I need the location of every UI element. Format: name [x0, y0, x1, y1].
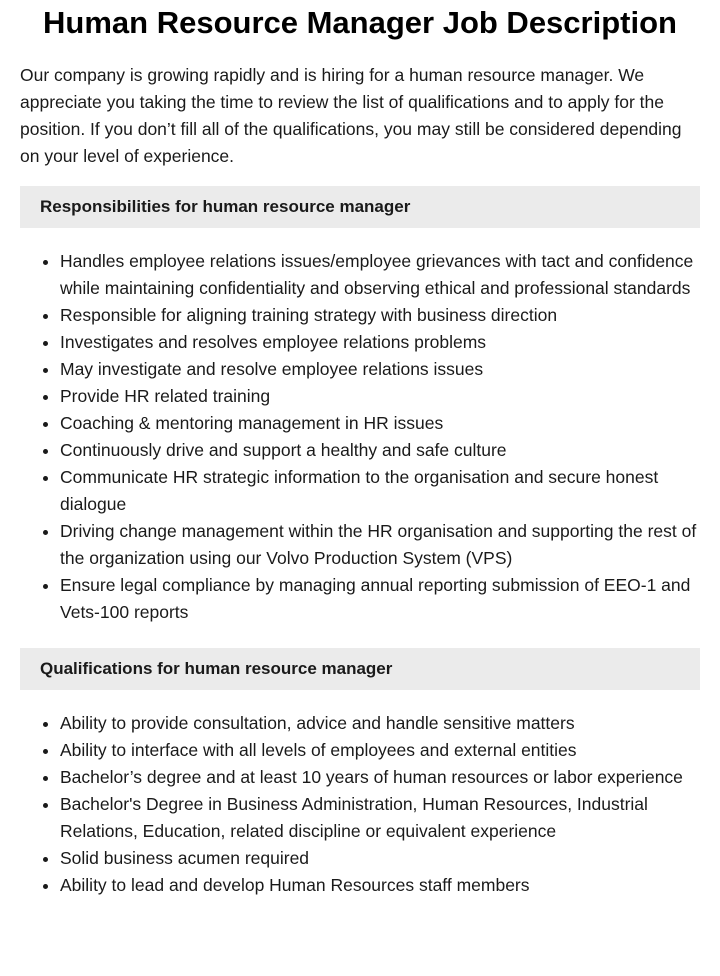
list-item: • May investigate and resolve employee relations issues	[60, 356, 700, 383]
qualifications-list	[20, 710, 700, 899]
list-item: • Ensure legal compliance by managing annual reporting submission of EEO-1 and Vets-100 reports	[60, 572, 700, 626]
list-item: • Driving change management within the HR organisation and supporting the rest of the organization using our Volvo Production System (VPS)	[60, 518, 700, 572]
list-item: • Coaching & mentoring management in HR issues	[60, 410, 700, 437]
list-item: • Bachelor’s degree and at least 10 years of human resources or labor experience	[60, 764, 700, 791]
list-item: • Communicate HR strategic information to the organisation and secure honest dialogue	[60, 464, 700, 518]
list-item: • Investigates and resolves employee relations problems	[60, 329, 700, 356]
list-item: • Ability to lead and develop Human Resources staff members	[60, 872, 700, 899]
list-item: • Responsible for aligning training strategy with business direction	[60, 302, 700, 329]
qualifications-heading: Qualifications for human resource manager	[20, 648, 700, 690]
list-item: • Bachelor's Degree in Business Administration, Human Resources, Industrial Relations, Education, related discipline or equivalent experience	[60, 791, 700, 845]
responsibilities-list	[20, 248, 700, 626]
list-item: • Ability to interface with all levels of employees and external entities	[60, 737, 700, 764]
list-item: • Provide HR related training	[60, 383, 700, 410]
intro-paragraph: Our company is growing rapidly and is hiring for a human resource manager. We appreciate you taking the time to review the list of qualifications and to apply for the position. If you don’t fill all of the qualifications, you may still be considered depending on your level of experience.	[20, 65, 682, 166]
list-item: • Ability to provide consultation, advice and handle sensitive matters	[60, 710, 700, 737]
responsibilities-heading: Responsibilities for human resource manager	[20, 186, 700, 228]
page-title: Human Resource Manager Job Description	[43, 5, 677, 40]
list-item: • Handles employee relations issues/employee grievances with tact and confidence while maintaining confidentiality and observing ethical and professional standards	[60, 248, 700, 302]
list-item: • Solid business acumen required	[60, 845, 700, 872]
list-item: • Continuously drive and support a healthy and safe culture	[60, 437, 700, 464]
